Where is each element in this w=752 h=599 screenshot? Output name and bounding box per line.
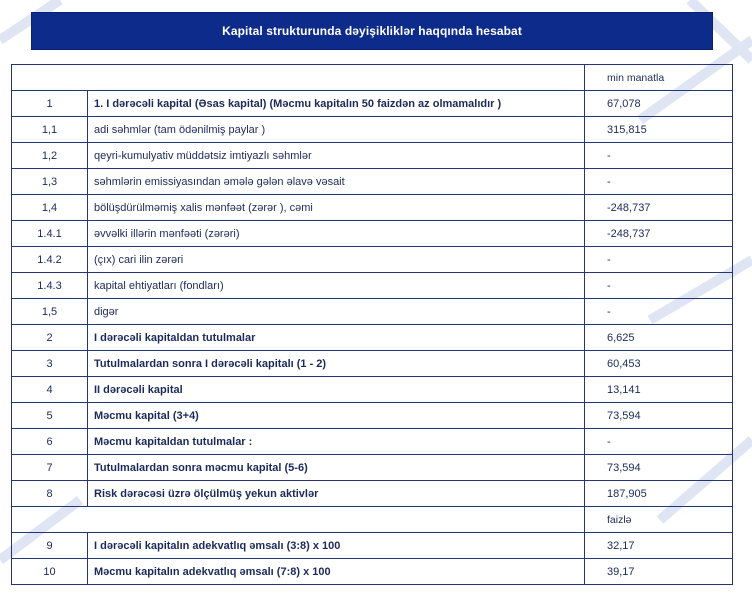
report-title: Kapital strukturunda dəyişikliklər haqqında hesabat (222, 24, 522, 38)
row-description: əvvəlki illərin mənfəəti (zərəri) (88, 221, 585, 247)
row-value: - (585, 143, 733, 169)
row-number: 1 (12, 91, 88, 117)
row-value: - (585, 169, 733, 195)
row-value: - (585, 273, 733, 299)
capital-structure-table (11, 64, 733, 585)
row-value: 73,594 (585, 403, 733, 429)
row-description: qeyri-kumulyativ müddətsiz imtiyazlı səhmlər (88, 143, 585, 169)
row-number: 7 (12, 455, 88, 481)
row-description: I dərəcəli kapitaldan tutulmalar (88, 325, 585, 351)
row-value: 39,17 (585, 559, 733, 585)
table-row (12, 533, 733, 559)
row-number: 1,5 (12, 299, 88, 325)
table-row (12, 117, 733, 143)
unit-label: min manatla (585, 65, 733, 91)
row-value: 73,594 (585, 455, 733, 481)
row-value: 6,625 (585, 325, 733, 351)
row-number: 1,4 (12, 195, 88, 221)
table-row (12, 221, 733, 247)
row-description: II dərəcəli kapital (88, 377, 585, 403)
row-number: 6 (12, 429, 88, 455)
table-row (12, 325, 733, 351)
row-value: -248,737 (585, 195, 733, 221)
row-description: I dərəcəli kapitalın adekvatlıq əmsalı (3:8) x 100 (88, 533, 585, 559)
row-value: - (585, 247, 733, 273)
table-row (12, 247, 733, 273)
row-description: Tutulmalardan sonra məcmu kapital (5-6) (88, 455, 585, 481)
row-number: 1.4.1 (12, 221, 88, 247)
row-description: Məcmu kapitaldan tutulmalar : (88, 429, 585, 455)
row-value: - (585, 299, 733, 325)
row-description: (çıx) cari ilin zərəri (88, 247, 585, 273)
row-number: 2 (12, 325, 88, 351)
row-description: Məcmu kapital (3+4) (88, 403, 585, 429)
row-number: 1.4.2 (12, 247, 88, 273)
unit-row-spacer (12, 65, 585, 91)
row-number: 1.4.3 (12, 273, 88, 299)
table-row (12, 169, 733, 195)
row-number: 1,3 (12, 169, 88, 195)
row-number: 1,1 (12, 117, 88, 143)
table-row (12, 481, 733, 507)
table-row (12, 91, 733, 117)
row-number: 5 (12, 403, 88, 429)
unit-row (12, 65, 733, 91)
table-row (12, 455, 733, 481)
table-row (12, 403, 733, 429)
unit-row-spacer (12, 507, 585, 533)
row-value: 32,17 (585, 533, 733, 559)
table-row (12, 273, 733, 299)
row-value: 60,453 (585, 351, 733, 377)
row-description: səhmlərin emissiyasından əmələ gələn əlavə vəsait (88, 169, 585, 195)
row-description: adi səhmlər (tam ödənilmiş paylar ) (88, 117, 585, 143)
row-value: - (585, 429, 733, 455)
row-number: 4 (12, 377, 88, 403)
row-description: digər (88, 299, 585, 325)
row-description: Məcmu kapitalın adekvatlıq əmsalı (7:8) x 100 (88, 559, 585, 585)
row-description: Risk dərəcəsi üzrə ölçülmüş yekun aktivlər (88, 481, 585, 507)
row-value: 315,815 (585, 117, 733, 143)
table-row (12, 351, 733, 377)
row-description: kapital ehtiyatları (fondları) (88, 273, 585, 299)
report-header (31, 12, 713, 50)
row-description: 1. I dərəcəli kapital (Əsas kapital) (Məcmu kapitalın 50 faizdən az olmamalıdır ) (88, 91, 585, 117)
row-value: -248,737 (585, 221, 733, 247)
row-value: 13,141 (585, 377, 733, 403)
row-number: 8 (12, 481, 88, 507)
row-number: 3 (12, 351, 88, 377)
row-description: bölüşdürülməmiş xalis mənfəət (zərər ), cəmi (88, 195, 585, 221)
row-number: 9 (12, 533, 88, 559)
table-row (12, 299, 733, 325)
table-row (12, 195, 733, 221)
row-value: 67,078 (585, 91, 733, 117)
table-row (12, 377, 733, 403)
row-number: 1,2 (12, 143, 88, 169)
table-row (12, 143, 733, 169)
unit-label: faizlə (585, 507, 733, 533)
row-number: 10 (12, 559, 88, 585)
table-row (12, 429, 733, 455)
row-value: 187,905 (585, 481, 733, 507)
row-description: Tutulmalardan sonra I dərəcəli kapitalı (1 - 2) (88, 351, 585, 377)
table-row (12, 559, 733, 585)
unit-row (12, 507, 733, 533)
